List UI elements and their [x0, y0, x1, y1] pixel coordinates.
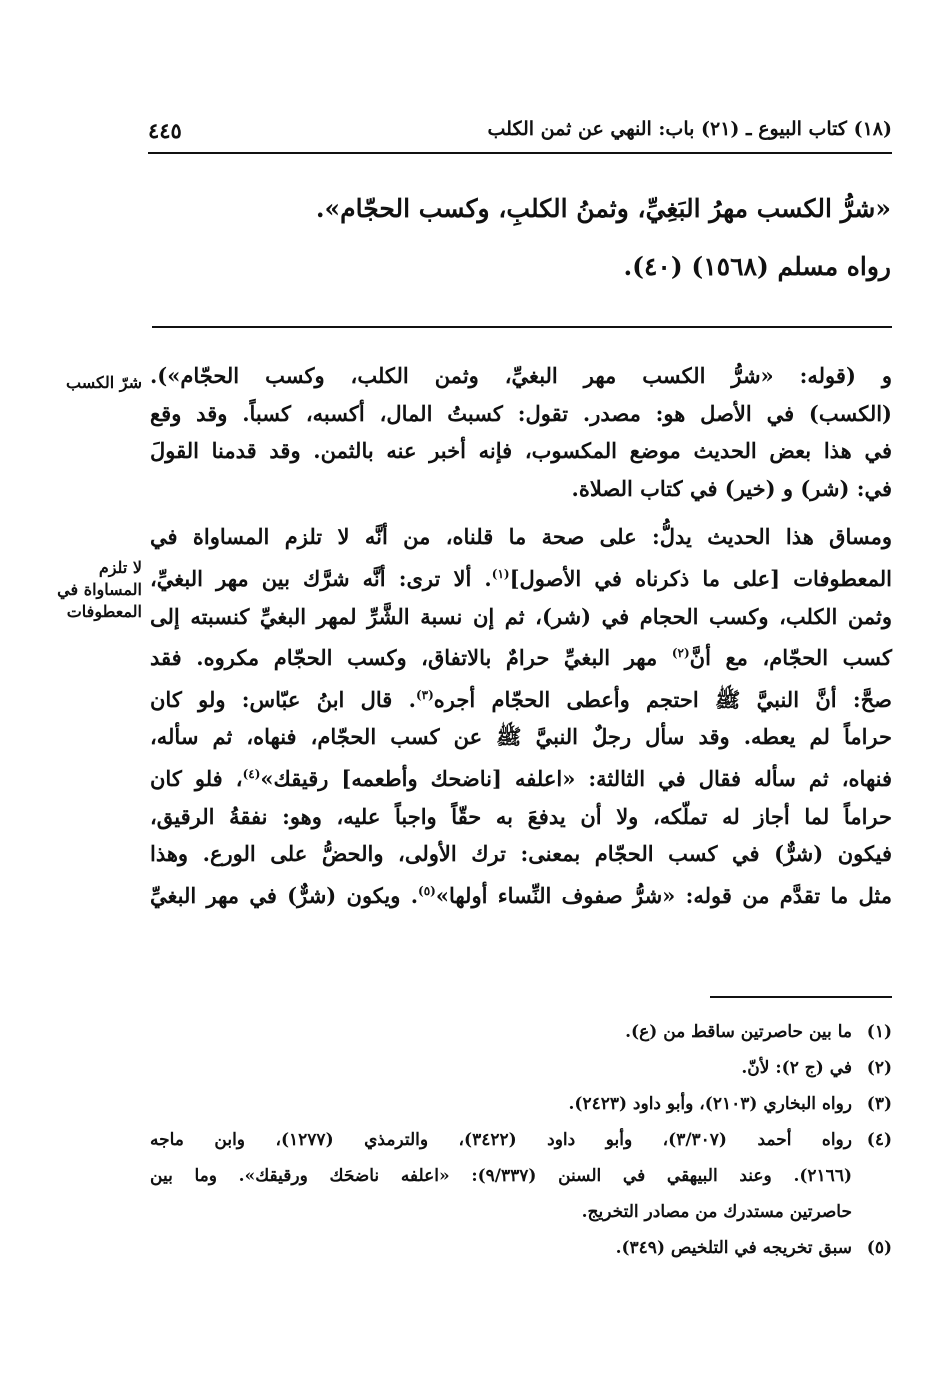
footnote-rule [710, 996, 892, 998]
text-line: وثمن الكلب، وكسب الحجام في (شر)، ثم إن نسبة الشَّرِّ لمهر البغيِّ كنسبته إلى [150, 603, 892, 629]
footnote-ref-4[interactable]: (٤) [242, 766, 261, 781]
footnote-number: (٣) [866, 1094, 892, 1114]
text-line: حراماً لم يعطه. وقد سأل رجلٌ النبيَّ ﷺ عن كسب الحجّام، فنهاه، ثم سأله، [150, 724, 892, 750]
footnote-number: (٥) [866, 1238, 892, 1258]
text-line [150, 556, 892, 598]
text-segment: ، فلو كان [150, 765, 243, 791]
text-line [150, 635, 892, 677]
header-rule [148, 152, 892, 154]
footnote-3 [150, 1086, 892, 1122]
side-note-line: لا تلزم [98, 558, 142, 577]
footnote-ref-2[interactable]: (٢) [671, 646, 690, 661]
text-line: حراماً لما أجاز له تملّكه، ولا أن يدفعَ به حقّاً واجباً عليه، وهو: نفقةُ الرقيق، [150, 803, 892, 829]
footnote-number: (١) [866, 1022, 892, 1042]
footnote-line: رواه أحمد (٣/٣٠٧)، وأبو داود (٣٤٢٢)، والترمذي (١٢٧٧)، وابن ماجه [150, 1130, 852, 1150]
footnote-ref-1[interactable]: (١) [491, 566, 510, 581]
side-note-2 [30, 557, 142, 623]
side-note-line: المعطوفات [66, 602, 142, 621]
text-line: و (قوله: «شرُّ الكسب مهر البغيِّ، وثمن الكلب، وكسب الحجّام»). [150, 363, 892, 388]
text-segment: مهر البغيِّ حرامٌ بالاتفاق، وكسب الحجّام مكروه. فقد [150, 645, 672, 671]
text-line: فيكون (شرٌّ) في كسب الحجّام بمعنى: ترك الأولى، والحضُّ على الورع. وهذا [150, 841, 892, 867]
page-number: ٤٤٥ [148, 118, 182, 143]
footnote-number: (٢) [866, 1058, 892, 1078]
hadith-source: رواه مسلم (١٥٦٨) (٤٠). [623, 252, 891, 281]
text-line: ومساق هذا الحديث يدلُّ: على صحة ما قلناه، من أنَّه لا تلزم المساواة في [150, 524, 892, 550]
commentary-paragraph-1 [150, 357, 892, 507]
footnote-1 [150, 1014, 892, 1050]
footnotes [150, 1014, 892, 1266]
section-rule [152, 326, 892, 328]
text-line: (الكسب) في الأصل هو: مصدر. تقول: كسبتُ المال، أكسبه، كسباً. وقد وقع [150, 400, 892, 426]
text-segment: المعطوفات [على ما ذكرناه في الأصول] [509, 565, 892, 591]
footnote-text: ما بين حاصرتين ساقط من (ع). [625, 1022, 852, 1042]
page-header [148, 118, 892, 148]
text-line: في هذا بعض الحديث موضع المكسوب، فإنه أخبر عنه بالثمن. وقد قدمنا القولَ [150, 438, 892, 464]
footnote-number: (٤) [866, 1130, 892, 1150]
side-note-line: المساواة في [57, 580, 142, 599]
footnote-line: (٢١٦٦). وعند البيهقي في السنن (٩/٣٣٧): «اعلفه ناضحَك ورقيقك». وما بين [150, 1166, 852, 1186]
text-segment: فنهاه، ثم سأله فقال في الثالثة: «اعلفه [ناضحك وأطعمه] رقيقك» [260, 765, 892, 791]
text-segment: . ويكون (شرٌّ) في مهر البغيِّ [150, 882, 419, 908]
footnote-5 [150, 1230, 892, 1266]
text-segment: صحَّ: أنَّ النبيَّ ﷺ احتجم وأعطى الحجّام أجره [433, 686, 893, 712]
footnote-text [150, 1122, 852, 1230]
text-segment: مثل ما تقدَّم من قوله: «شرُّ صفوف النِّساء أولها» [435, 882, 892, 908]
footnote-ref-5[interactable]: (٥) [418, 883, 436, 898]
hadith-text: «شرُّ الكسب مهرُ البَغِيِّ، وثمنُ الكلبِ، وكسب الحجّام». [315, 194, 891, 223]
text-segment: . ألا ترى: أنَّه شرَّك بين مهر البغيِّ، [150, 565, 492, 591]
text-segment: كسب الحجّام، مع أنَّ [689, 645, 892, 671]
text-line [150, 873, 892, 915]
footnote-text: سبق تخريجه في التلخيص (٣٤٩). [615, 1238, 852, 1258]
footnote-ref-3[interactable]: (٣) [415, 687, 434, 702]
side-note-text: شرّ الكسب [66, 373, 142, 392]
commentary-paragraph-2 [150, 518, 892, 914]
commentary [150, 357, 892, 914]
text-line: في: (شر) و (خير) في كتاب الصلاة. [571, 475, 892, 501]
footnote-text: في (ج ٢): لأنّ. [741, 1058, 852, 1078]
footnote-2 [150, 1050, 892, 1086]
footnote-4 [150, 1122, 892, 1230]
text-segment: . قال ابنُ عبّاس: ولو كان [150, 686, 416, 712]
hadith-block [315, 180, 891, 296]
running-title: (١٨) كتاب البيوع ـ (٢١) باب: النهي عن ثمن الكلب [487, 118, 892, 140]
text-line [150, 756, 892, 798]
footnote-line: حاصرتين مستدرك من مصادر التخريج. [581, 1202, 852, 1222]
footnote-text: رواه البخاري (٢١٠٣)، وأبو داود (٢٤٢٣). [568, 1094, 852, 1114]
side-note-1 [30, 372, 142, 394]
text-line [150, 677, 892, 719]
